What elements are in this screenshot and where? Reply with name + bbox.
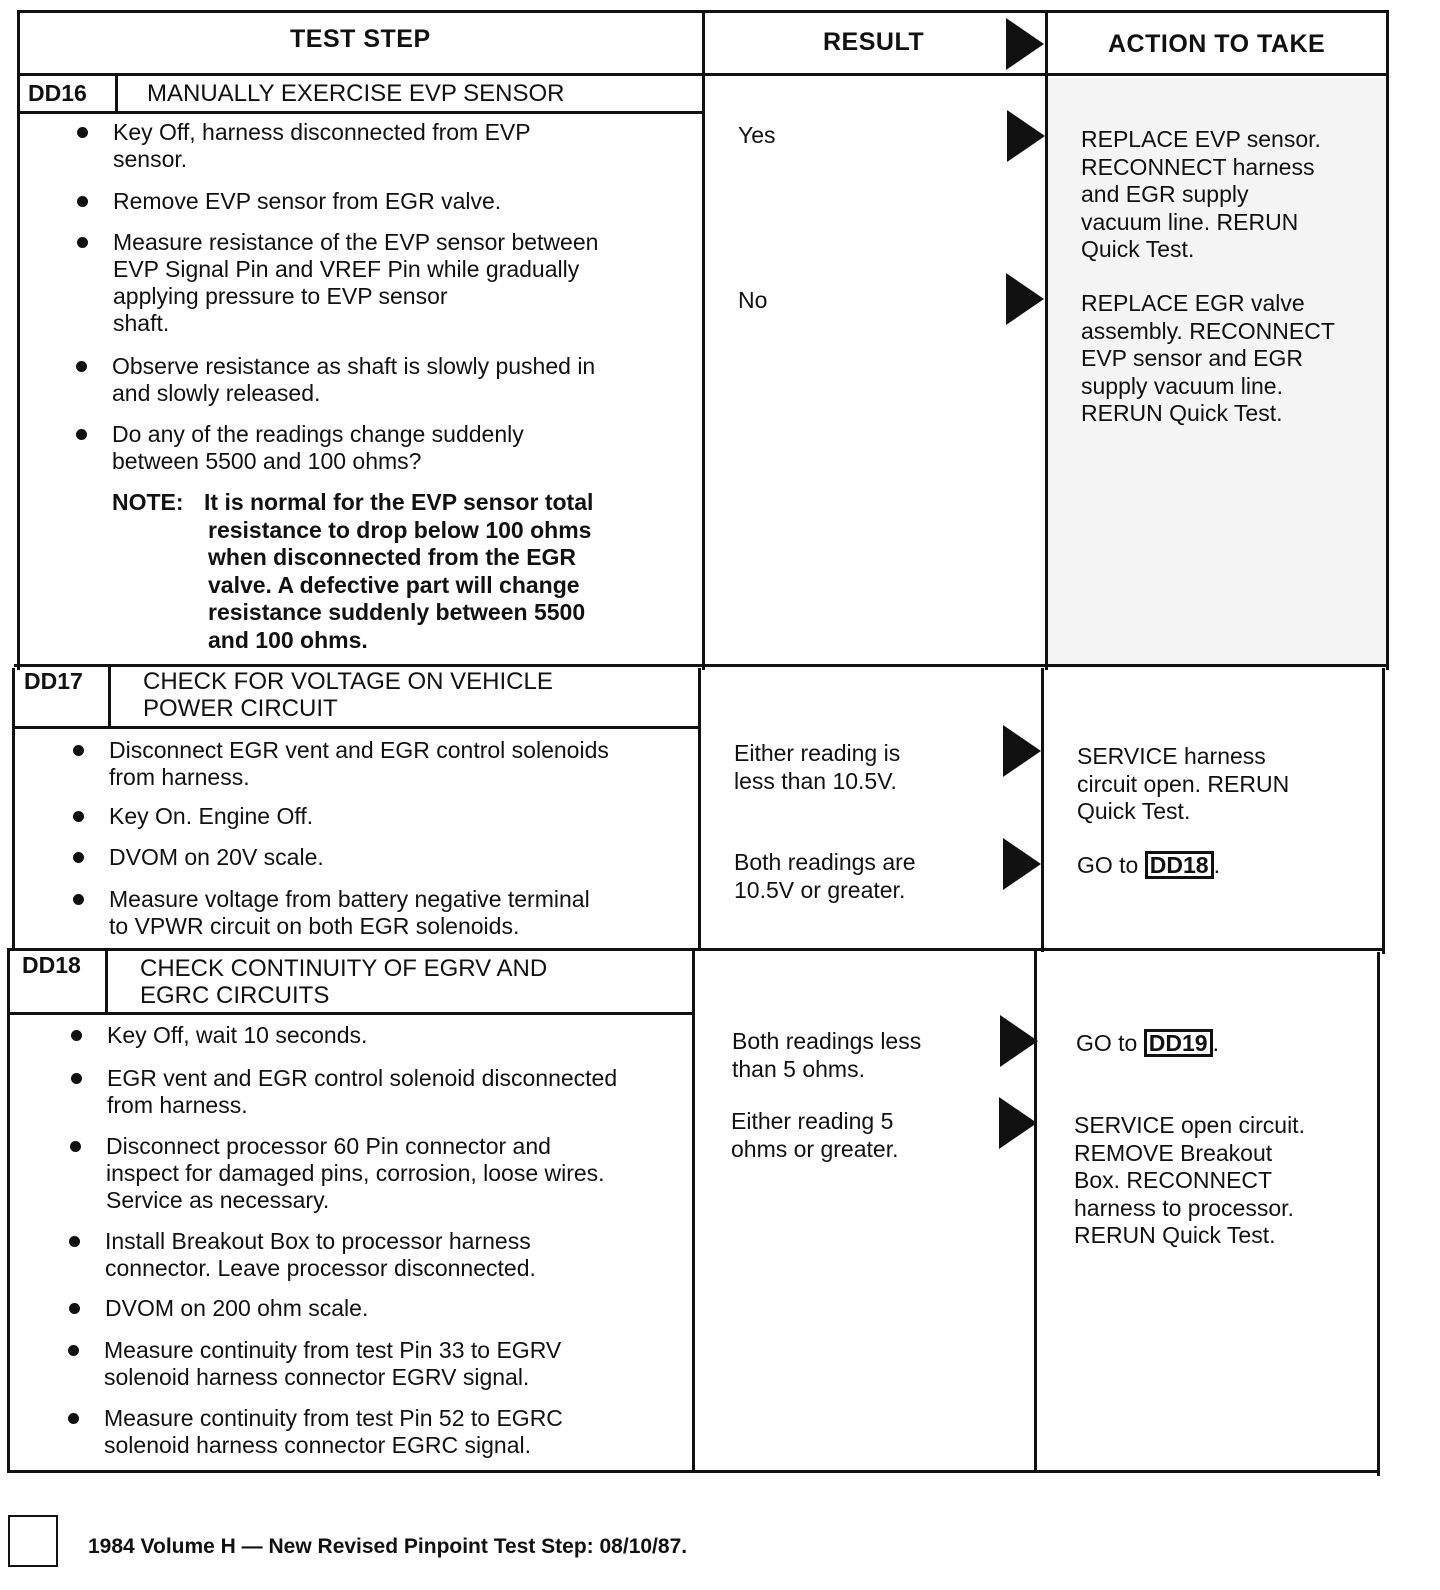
column-divider-2 xyxy=(1045,10,1048,670)
list-item: Key Off, wait 10 seconds. xyxy=(107,1022,367,1049)
result-text: Either reading 5 ohms or greater. xyxy=(731,1108,899,1162)
bullet-icon xyxy=(73,811,84,822)
table-border-right xyxy=(1386,10,1389,670)
result-arrow-icon xyxy=(1007,110,1045,162)
bullet-icon xyxy=(70,1141,81,1152)
table-border-right xyxy=(1382,668,1385,954)
bullet-icon xyxy=(73,745,84,756)
list-item: Disconnect processor 60 Pin connector and inspect for damaged pins, corrosion, loose wires. Service as necessary. xyxy=(106,1133,605,1214)
action-text: SERVICE harness circuit open. RERUN Quick Test. xyxy=(1077,743,1290,824)
header-action: ACTION TO TAKE xyxy=(1108,30,1326,58)
step-code: DD16 xyxy=(28,80,87,106)
column-divider-1 xyxy=(692,948,695,1472)
header-test-step: TEST STEP xyxy=(290,25,431,53)
result-text: No xyxy=(738,287,768,313)
list-item: Measure continuity from test Pin 52 to EGRC solenoid harness connector EGRC signal. xyxy=(104,1405,563,1459)
step-reference-link[interactable]: DD18 xyxy=(1145,851,1214,879)
action-text: GO to DD18 . xyxy=(1077,852,1220,878)
bullet-icon xyxy=(68,1345,79,1356)
column-divider-1 xyxy=(698,668,701,950)
column-divider-1 xyxy=(702,10,705,670)
list-item: DVOM on 20V scale. xyxy=(109,844,324,871)
note-text: It is normal for the EVP sensor total resistance to drop below 100 ohms when disconnected from the EGR valve. A defective part will change resistance suddenly between 5500 and 100 ohms. xyxy=(204,489,594,653)
bullet-icon xyxy=(76,361,87,372)
table-border-left xyxy=(12,668,15,948)
bullet-icon xyxy=(68,1413,79,1424)
step-reference-link[interactable]: DD19 xyxy=(1144,1029,1213,1057)
bullet-icon xyxy=(71,1073,82,1084)
list-item: Observe resistance as shaft is slowly pushed in and slowly released. xyxy=(112,353,595,407)
bullet-icon xyxy=(69,1303,80,1314)
result-text: Both readings less than 5 ohms. xyxy=(732,1028,922,1082)
revision-note: 1984 Volume H — New Revised Pinpoint Test Step: 08/10/87. xyxy=(88,1535,688,1558)
bullet-icon xyxy=(69,1236,80,1247)
step-code: DD18 xyxy=(22,952,81,978)
list-item: Do any of the readings change suddenly between 5500 and 100 ohms? xyxy=(112,421,524,475)
bullet-icon xyxy=(77,127,88,138)
step-code-divider xyxy=(108,666,111,728)
result-arrow-icon xyxy=(999,1097,1037,1149)
note-label: NOTE: xyxy=(112,489,184,515)
list-item: Disconnect EGR vent and EGR control solenoids from harness. xyxy=(109,737,609,791)
result-arrow-icon xyxy=(1003,725,1041,777)
step-code-divider xyxy=(115,73,118,113)
list-item: Measure resistance of the EVP sensor between EVP Signal Pin and VREF Pin while gradually applying pressure to EVP sensor shaft. xyxy=(113,229,598,337)
list-item: Measure voltage from battery negative terminal to VPWR circuit on both EGR solenoids. xyxy=(109,886,590,940)
table-border-right xyxy=(1377,952,1380,1476)
result-text: Yes xyxy=(738,122,776,148)
row-divider xyxy=(9,948,1384,951)
list-item: Key On. Engine Off. xyxy=(109,803,313,830)
list-item: Install Breakout Box to processor harness connector. Leave processor disconnected. xyxy=(105,1228,536,1282)
row-divider xyxy=(14,664,1388,667)
result-arrow-icon xyxy=(1000,1015,1038,1067)
table-border-left xyxy=(7,948,10,1472)
bullet-icon xyxy=(71,1030,82,1041)
action-text: GO to DD19 . xyxy=(1076,1030,1219,1056)
list-item: Remove EVP sensor from EGR valve. xyxy=(113,188,501,215)
table-border-left xyxy=(17,10,20,670)
result-arrow-icon xyxy=(1006,18,1044,70)
bullet-icon xyxy=(76,429,87,440)
bullet-icon xyxy=(73,852,84,863)
column-divider-2 xyxy=(1041,668,1044,952)
action-text: REPLACE EVP sensor. RECONNECT harness and EGR supply vacuum line. RERUN Quick Test. xyxy=(1081,126,1321,262)
result-arrow-icon xyxy=(1003,838,1041,890)
list-item: Measure continuity from test Pin 33 to EGRV solenoid harness connector EGRV signal. xyxy=(104,1337,561,1391)
result-text: Either reading is less than 10.5V. xyxy=(734,740,901,794)
step-title-underline xyxy=(17,111,703,114)
step-title: MANUALLY EXERCISE EVP SENSOR xyxy=(147,80,565,107)
step-title: CHECK FOR VOLTAGE ON VEHICLE POWER CIRCUIT xyxy=(143,668,553,722)
action-text: SERVICE open circuit. REMOVE Breakout Box. RECONNECT harness to processor. RERUN Quick Test. xyxy=(1074,1112,1305,1248)
action-text: REPLACE EGR valve assembly. RECONNECT EVP sensor and EGR supply vacuum line. RERUN Quick Test. xyxy=(1081,290,1335,426)
header-result: RESULT xyxy=(823,28,925,56)
step-title: CHECK CONTINUITY OF EGRV AND EGRC CIRCUITS xyxy=(140,955,548,1009)
result-arrow-icon xyxy=(1006,273,1044,325)
list-item: DVOM on 200 ohm scale. xyxy=(105,1295,368,1322)
step-title-underline xyxy=(12,726,699,729)
step-code: DD17 xyxy=(24,668,83,694)
bullet-icon xyxy=(73,894,84,905)
list-item: Key Off, harness disconnected from EVP sensor. xyxy=(113,119,531,173)
result-text: Both readings are 10.5V or greater. xyxy=(734,849,916,903)
revision-checkbox xyxy=(8,1515,58,1567)
step-title-underline xyxy=(7,1012,694,1015)
bullet-icon xyxy=(77,196,88,207)
step-code-divider xyxy=(105,950,108,1014)
list-item: EGR vent and EGR control solenoid disconnected from harness. xyxy=(107,1065,617,1119)
bullet-icon xyxy=(77,237,88,248)
